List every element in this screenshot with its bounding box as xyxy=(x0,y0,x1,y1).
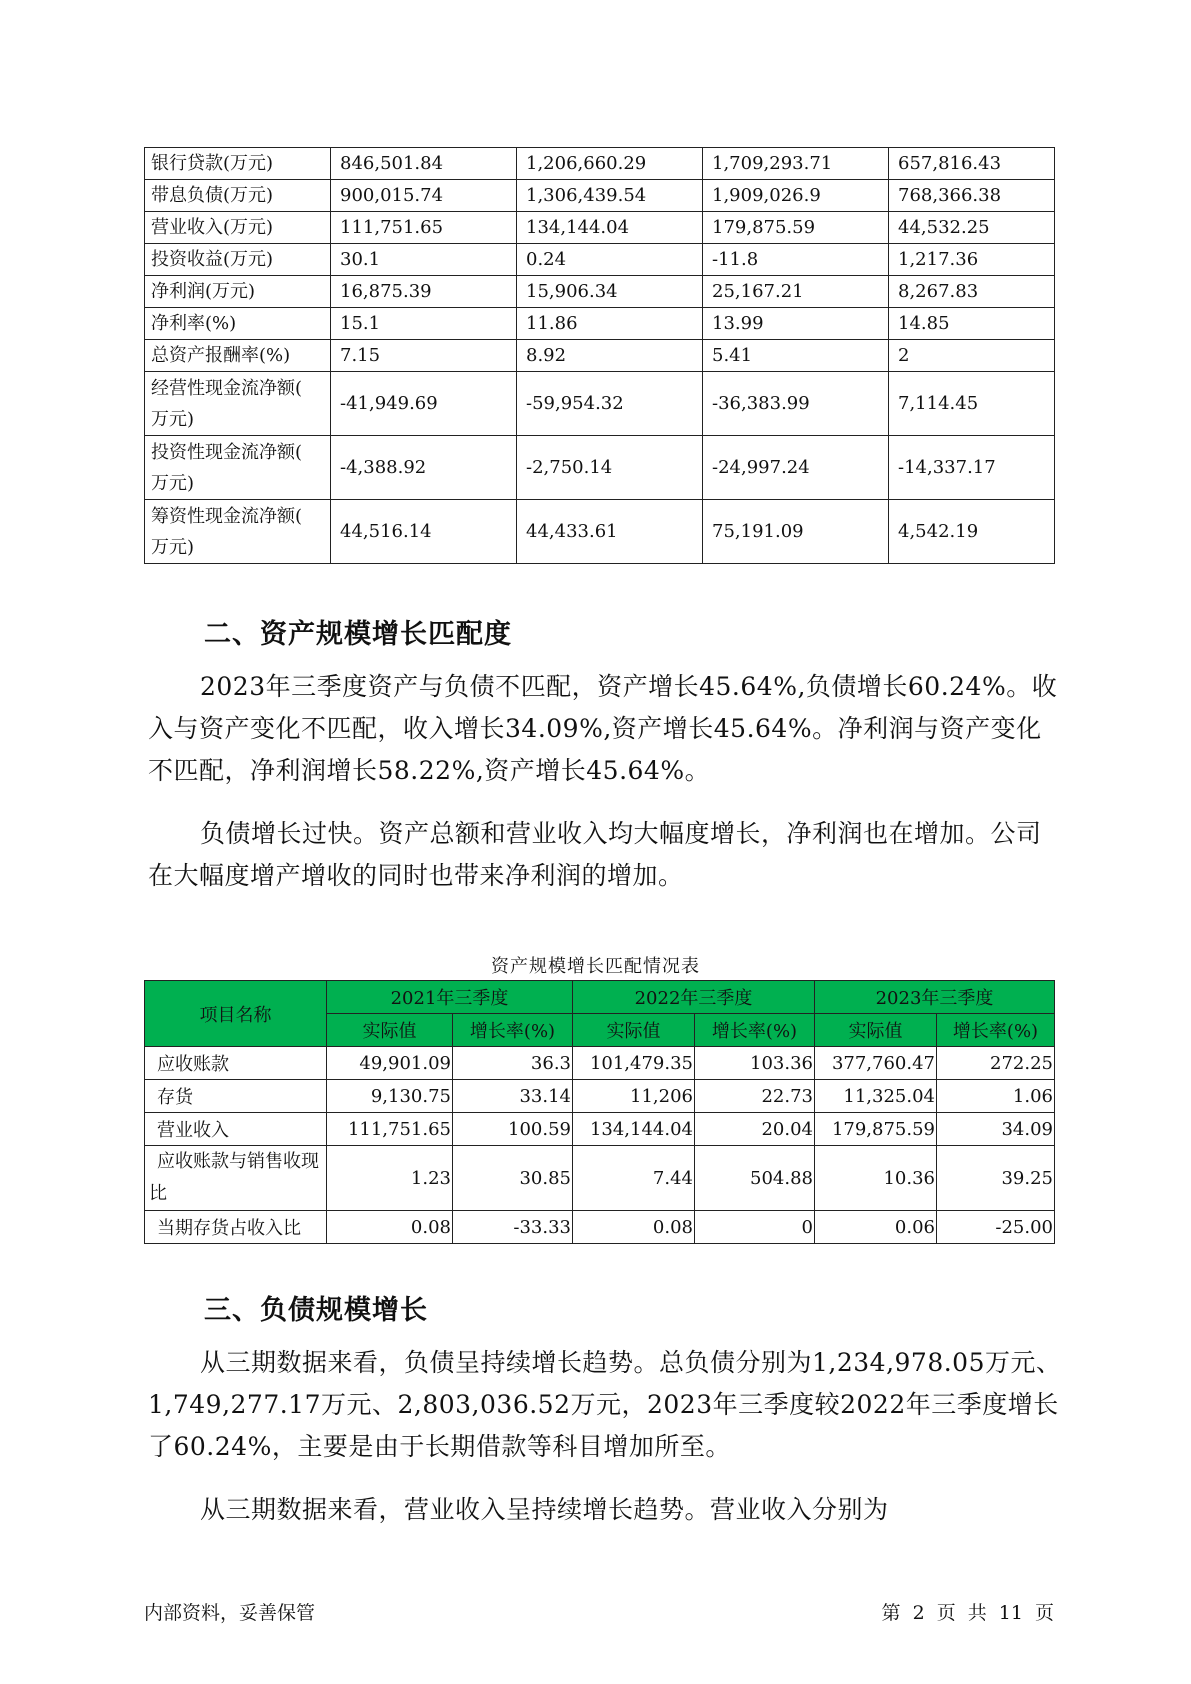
table-cell: 44,516.14 xyxy=(331,500,517,564)
table-cell: 11.86 xyxy=(517,308,703,340)
table-cell: 111,751.65 xyxy=(331,212,517,244)
asset-growth-matching-table xyxy=(144,980,1055,1244)
paragraph: 负债增长过快。资产总额和营业收入均大幅度增长，净利润也在增加。公司在大幅度增产增收的同时也带来净利润的增加。 xyxy=(148,819,1042,890)
table-cell: 134,144.04 xyxy=(573,1113,695,1146)
column-header: 项目名称 xyxy=(145,981,327,1047)
table-row xyxy=(145,212,1055,244)
section-heading: 三、负债规模增长 xyxy=(204,1295,428,1326)
table-cell: -41,949.69 xyxy=(331,372,517,436)
row-label: 净利润(万元) xyxy=(145,276,331,308)
row-label: 净利率(%) xyxy=(145,308,331,340)
row-label-line2: 万元) xyxy=(151,472,195,494)
column-header: 2023年三季度 xyxy=(815,981,1055,1014)
column-header: 2022年三季度 xyxy=(573,981,815,1014)
table-cell: -2,750.14 xyxy=(517,436,703,500)
paragraph: 从三期数据来看，营业收入呈持续增长趋势。营业收入分别为 xyxy=(200,1495,889,1524)
table-cell: 657,816.43 xyxy=(889,148,1055,180)
table-cell: 1.06 xyxy=(937,1080,1055,1113)
row-label-line1: 筹资性现金流净额( xyxy=(151,505,303,527)
table-cell: -25.00 xyxy=(937,1211,1055,1244)
row-label: 带息负债(万元) xyxy=(145,180,331,212)
column-header: 增长率(%) xyxy=(937,1014,1055,1047)
table-cell: 11,206 xyxy=(573,1080,695,1113)
table-row xyxy=(145,1211,1055,1244)
table-row xyxy=(145,1080,1055,1113)
table-cell: 9,130.75 xyxy=(327,1080,453,1113)
table-row xyxy=(145,180,1055,212)
row-label: 当期存货占收入比 xyxy=(145,1211,327,1244)
table-cell: -59,954.32 xyxy=(517,372,703,436)
table-row xyxy=(145,1146,1055,1211)
table-cell: 111,751.65 xyxy=(327,1113,453,1146)
table-cell: 4,542.19 xyxy=(889,500,1055,564)
table-cell: 7,114.45 xyxy=(889,372,1055,436)
table-cell: 49,901.09 xyxy=(327,1047,453,1080)
row-label-line2: 万元) xyxy=(151,536,195,558)
row-label-line1: 经营性现金流净额( xyxy=(151,377,303,399)
table-cell: 846,501.84 xyxy=(331,148,517,180)
table-cell: 11,325.04 xyxy=(815,1080,937,1113)
table-cell: 30.1 xyxy=(331,244,517,276)
table-cell: 900,015.74 xyxy=(331,180,517,212)
table-header-row xyxy=(145,981,1055,1014)
footer-confidential-note: 内部资料，妥善保管 xyxy=(144,1602,316,1624)
table-row xyxy=(145,340,1055,372)
table-cell: 34.09 xyxy=(937,1113,1055,1146)
table-cell: 5.41 xyxy=(703,340,889,372)
table-cell: 25,167.21 xyxy=(703,276,889,308)
table-cell: 134,144.04 xyxy=(517,212,703,244)
table-cell: 33.14 xyxy=(453,1080,573,1113)
table-cell: 8.92 xyxy=(517,340,703,372)
row-label-line1: 投资性现金流净额( xyxy=(151,441,303,463)
row-label-line2: 万元) xyxy=(151,408,195,430)
table-row xyxy=(145,372,1055,436)
table-cell: 1,306,439.54 xyxy=(517,180,703,212)
table-cell: 15.1 xyxy=(331,308,517,340)
column-header: 实际值 xyxy=(327,1014,453,1047)
table-cell: 179,875.59 xyxy=(815,1113,937,1146)
table-cell: 100.59 xyxy=(453,1113,573,1146)
table-cell: 0.06 xyxy=(815,1211,937,1244)
table-cell: 7.44 xyxy=(573,1146,695,1211)
table-row xyxy=(145,244,1055,276)
table-cell: -24,997.24 xyxy=(703,436,889,500)
table-cell: 179,875.59 xyxy=(703,212,889,244)
row-label: 应收账款与销售收现比 xyxy=(145,1146,327,1211)
table-cell: 0 xyxy=(695,1211,815,1244)
table-cell: 30.85 xyxy=(453,1146,573,1211)
table-row xyxy=(145,148,1055,180)
table-cell: 8,267.83 xyxy=(889,276,1055,308)
table-cell: 22.73 xyxy=(695,1080,815,1113)
row-label: 存货 xyxy=(145,1080,327,1113)
table-row xyxy=(145,1113,1055,1146)
table-cell: -33.33 xyxy=(453,1211,573,1244)
table-row xyxy=(145,436,1055,500)
row-label: 投资收益(万元) xyxy=(145,244,331,276)
paragraph: 2023年三季度资产与负债不匹配，资产增长45.64%,负债增长60.24%。收入与资产变化不匹配，收入增长34.09%,资产增长45.64%。净利润与资产变化不匹配，净利润增长58.22%,资产增长45.64%。 xyxy=(148,672,1058,785)
row-label xyxy=(145,436,331,500)
table-cell: 15,906.34 xyxy=(517,276,703,308)
table-cell: 1,709,293.71 xyxy=(703,148,889,180)
column-header: 实际值 xyxy=(573,1014,695,1047)
table-cell: 103.36 xyxy=(695,1047,815,1080)
column-header: 增长率(%) xyxy=(695,1014,815,1047)
table-cell: -14,337.17 xyxy=(889,436,1055,500)
table-cell: 14.85 xyxy=(889,308,1055,340)
table-cell: 10.36 xyxy=(815,1146,937,1211)
table-cell: 768,366.38 xyxy=(889,180,1055,212)
table-row xyxy=(145,1047,1055,1080)
table-cell: -4,388.92 xyxy=(331,436,517,500)
table-cell: 0.24 xyxy=(517,244,703,276)
table-cell: -11.8 xyxy=(703,244,889,276)
table-cell: 44,433.61 xyxy=(517,500,703,564)
table-cell: 1,217.36 xyxy=(889,244,1055,276)
table-cell: 101,479.35 xyxy=(573,1047,695,1080)
table-cell: 272.25 xyxy=(937,1047,1055,1080)
table-cell: 0.08 xyxy=(573,1211,695,1244)
table-cell: -36,383.99 xyxy=(703,372,889,436)
table-cell: 0.08 xyxy=(327,1211,453,1244)
table-row xyxy=(145,500,1055,564)
row-label: 营业收入 xyxy=(145,1113,327,1146)
page-number: 第 2 页 共 11 页 xyxy=(881,1602,1054,1624)
table-cell: 39.25 xyxy=(937,1146,1055,1211)
table-cell: 7.15 xyxy=(331,340,517,372)
paragraph: 从三期数据来看，负债呈持续增长趋势。总负债分别为1,234,978.05万元、1,749,277.17万元、2,803,036.52万元，2023年三季度较2022年三季度增长了60.24%，主要是由于长期借款等科目增加所至。 xyxy=(148,1348,1062,1461)
column-header: 2021年三季度 xyxy=(327,981,573,1014)
table-cell: 13.99 xyxy=(703,308,889,340)
row-label xyxy=(145,372,331,436)
table-cell: 1,206,660.29 xyxy=(517,148,703,180)
table-row xyxy=(145,276,1055,308)
table-cell: 16,875.39 xyxy=(331,276,517,308)
row-label: 总资产报酬率(%) xyxy=(145,340,331,372)
table-cell: 377,760.47 xyxy=(815,1047,937,1080)
row-label: 营业收入(万元) xyxy=(145,212,331,244)
table-caption: 资产规模增长匹配情况表 xyxy=(491,956,700,977)
row-label: 银行贷款(万元) xyxy=(145,148,331,180)
table-cell: 44,532.25 xyxy=(889,212,1055,244)
table-cell: 504.88 xyxy=(695,1146,815,1211)
column-header: 实际值 xyxy=(815,1014,937,1047)
table-cell: 1.23 xyxy=(327,1146,453,1211)
column-header: 增长率(%) xyxy=(453,1014,573,1047)
table-cell: 20.04 xyxy=(695,1113,815,1146)
table-cell: 1,909,026.9 xyxy=(703,180,889,212)
financial-indicators-table xyxy=(144,147,1055,564)
table-cell: 36.3 xyxy=(453,1047,573,1080)
table-cell: 2 xyxy=(889,340,1055,372)
section-heading: 二、资产规模增长匹配度 xyxy=(204,619,512,650)
table-cell: 75,191.09 xyxy=(703,500,889,564)
row-label xyxy=(145,500,331,564)
table-row xyxy=(145,308,1055,340)
row-label: 应收账款 xyxy=(145,1047,327,1080)
